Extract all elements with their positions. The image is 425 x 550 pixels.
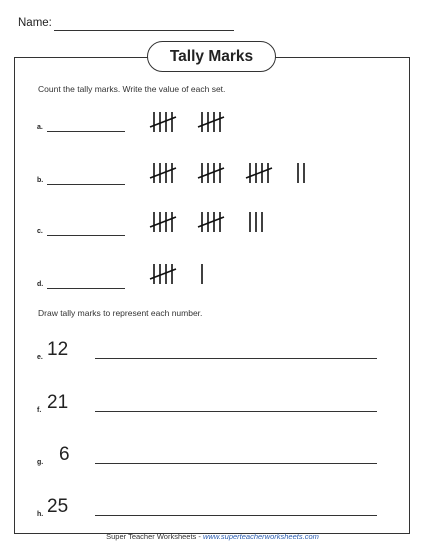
name-answer-line[interactable] — [54, 30, 234, 31]
tally-set-d — [150, 262, 370, 286]
item-letter-h: h. — [37, 511, 44, 518]
name-label: Name: — [18, 17, 52, 29]
item-letter-f: f. — [37, 407, 42, 414]
tally-group — [250, 212, 262, 232]
tally-group — [150, 112, 176, 132]
target-number-g: 6 — [59, 444, 70, 465]
tally-set-b — [150, 161, 370, 185]
item-letter-b: b. — [37, 177, 44, 184]
title-badge — [147, 41, 276, 72]
item-letter-e: e. — [37, 354, 43, 361]
draw-line-h[interactable] — [95, 515, 377, 516]
draw-line-g[interactable] — [95, 463, 377, 464]
item-letter-g: g. — [37, 459, 44, 466]
tally-set-c — [150, 210, 370, 234]
tally-group — [198, 163, 224, 183]
tally-group — [150, 163, 176, 183]
target-number-e: 12 — [47, 339, 69, 360]
part2-instruction: Draw tally marks to represent each number. — [38, 308, 203, 318]
answer-line-b[interactable] — [47, 184, 125, 185]
footer-url-link[interactable]: www.superteacherworksheets.com — [202, 532, 319, 541]
item-letter-d: d. — [37, 281, 44, 288]
target-number-h: 25 — [47, 496, 69, 517]
tally-group — [150, 264, 176, 284]
answer-line-a[interactable] — [47, 131, 125, 132]
footer-brand: Super Teacher Worksheets — [106, 532, 197, 541]
page-title: Tally Marks — [169, 47, 254, 65]
part1-instruction: Count the tally marks. Write the value of each set. — [38, 84, 226, 94]
tally-set-a — [150, 110, 370, 134]
draw-line-f[interactable] — [95, 411, 377, 412]
tally-group — [198, 212, 224, 232]
tally-group — [150, 212, 176, 232]
tally-group — [298, 163, 304, 183]
answer-line-c[interactable] — [47, 235, 125, 236]
draw-line-e[interactable] — [95, 358, 377, 359]
item-letter-c: c. — [37, 228, 43, 235]
item-letter-a: a. — [37, 124, 43, 131]
footer-separator: - — [196, 532, 203, 541]
tally-group — [198, 112, 224, 132]
target-number-f: 21 — [47, 392, 69, 413]
tally-group — [246, 163, 272, 183]
answer-line-d[interactable] — [47, 288, 125, 289]
footer — [0, 532, 425, 541]
